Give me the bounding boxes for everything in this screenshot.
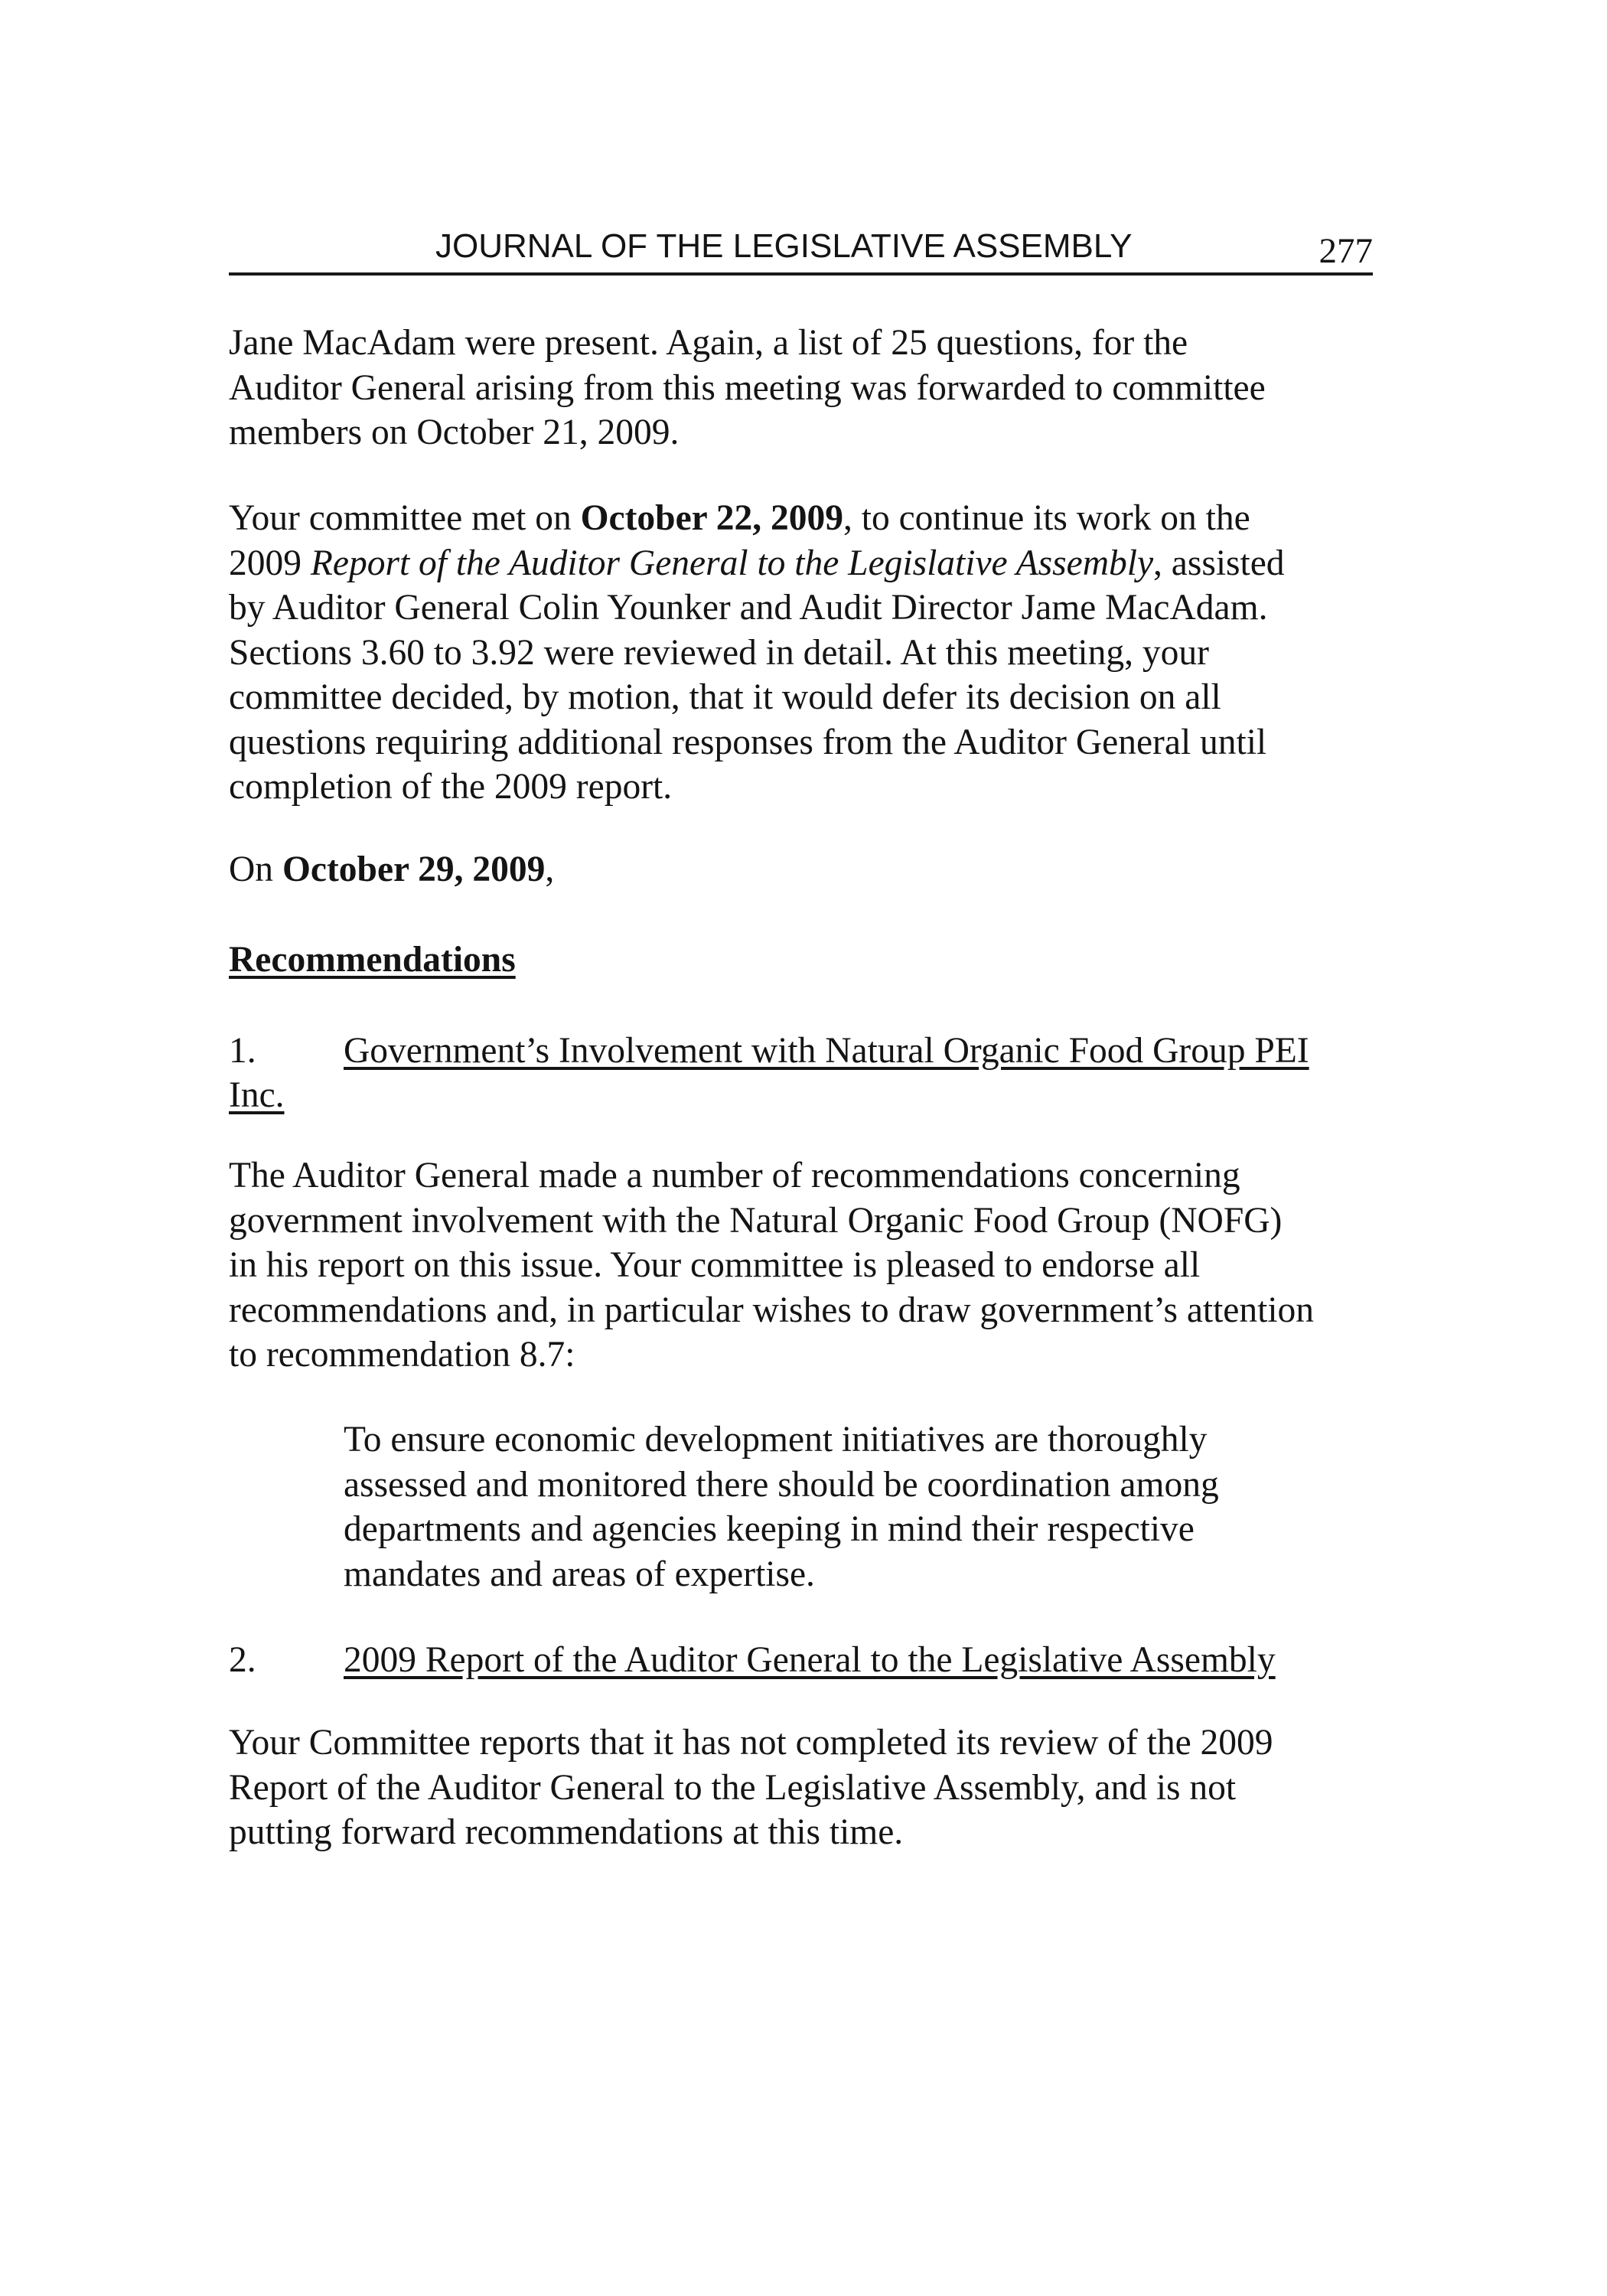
paragraph-line: The Auditor General made a number of recommendations concerning xyxy=(229,1156,1240,1195)
quote-line: departments and agencies keeping in mind their respective xyxy=(344,1509,1195,1549)
paragraph-line: government involvement with the Natural Organic Food Group (NOFG) xyxy=(229,1200,1283,1241)
paragraph-line: completion of the 2009 report. xyxy=(229,767,673,807)
page-header xyxy=(229,223,1373,276)
paragraph-attendance xyxy=(229,321,1388,455)
page-number: 277 xyxy=(1319,231,1373,271)
paragraph-line: recommendations and, in particular wishes to draw government’s attention xyxy=(229,1290,1315,1330)
paragraph-line: in his report on this issue. Your committee is pleased to endorse all xyxy=(229,1245,1201,1285)
paragraph-line: questions requiring additional responses from the Auditor General until xyxy=(229,722,1267,762)
quote-line: mandates and areas of expertise. xyxy=(344,1554,815,1594)
text-run: , assisted xyxy=(1153,543,1285,583)
paragraph-line: members on October 21, 2009. xyxy=(229,413,680,452)
paragraph-october-29 xyxy=(229,847,1388,892)
meeting-date: October 29, 2009 xyxy=(282,850,546,889)
item-title: Government’s Involvement with Natural Organic Food Group PEI xyxy=(344,1031,1309,1071)
paragraph-line: committee decided, by motion, that it would defer its decision on all xyxy=(229,677,1221,717)
item-number: 1. xyxy=(229,1031,256,1071)
text-run: 2009 xyxy=(229,543,311,583)
quote-line: To ensure economic development initiatives are thoroughly xyxy=(344,1420,1208,1459)
text-run: On xyxy=(229,850,282,889)
text-run: , to continue its work on the xyxy=(843,498,1250,538)
recommendations-heading: Recommendations xyxy=(229,940,516,980)
paragraph-october-22-meeting xyxy=(229,496,1388,810)
paragraph-line: putting forward recommendations at this time. xyxy=(229,1812,904,1852)
paragraph-line: Sections 3.60 to 3.92 were reviewed in detail. At this meeting, your xyxy=(229,632,1209,673)
paragraph-line: to recommendation 8.7: xyxy=(229,1335,575,1375)
report-title: Report of the Auditor General to the Legislative Assembly xyxy=(310,543,1154,583)
paragraph-line: Report of the Auditor General to the Legislative Assembly, and is not xyxy=(229,1767,1237,1808)
quote-line: assessed and monitored there should be coordination among xyxy=(344,1464,1219,1505)
text-run: , xyxy=(545,850,555,889)
journal-title: JOURNAL OF THE LEGISLATIVE ASSEMBLY xyxy=(435,227,1133,265)
item-title: 2009 Report of the Auditor General to the Legislative Assembly xyxy=(344,1640,1276,1680)
item-number: 2. xyxy=(229,1640,256,1680)
item-title-continued: Inc. xyxy=(229,1075,285,1115)
recommendation-quote xyxy=(344,1417,1338,1596)
paragraph-final xyxy=(229,1720,1388,1855)
paragraph-line: by Auditor General Colin Younker and Audit Director Jame MacAdam. xyxy=(229,588,1268,628)
paragraph-line xyxy=(229,847,1388,892)
paragraph-line xyxy=(229,496,1388,541)
paragraph-line: Auditor General arising from this meeting was forwarded to committee xyxy=(229,367,1266,408)
paragraph-line xyxy=(229,541,1388,586)
paragraph-line: Your Committee reports that it has not completed its review of the 2009 xyxy=(229,1723,1273,1763)
paragraph-nofg-recommendations xyxy=(229,1153,1388,1378)
text-run: Your committee met on xyxy=(229,498,581,538)
paragraph-line: Jane MacAdam were present. Again, a list of 25 questions, for the xyxy=(229,323,1188,363)
meeting-date: October 22, 2009 xyxy=(580,498,844,538)
